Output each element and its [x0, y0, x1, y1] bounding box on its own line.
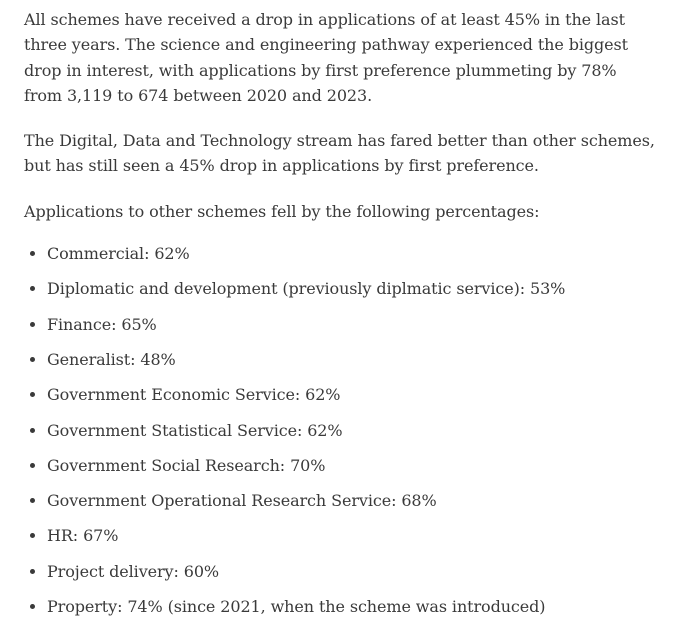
bullet-dot-icon: [30, 428, 35, 433]
bullet-dot-icon: [30, 498, 35, 503]
list-item-text: Commercial: 62%: [47, 244, 190, 264]
list-item: [24, 488, 656, 523]
list-item-text: Generalist: 48%: [47, 349, 176, 369]
list-item: [24, 418, 656, 453]
list-item-text: Government Social Research: 70%: [47, 455, 326, 475]
bullet-dot-icon: [30, 569, 35, 574]
bullet-dot-icon: [30, 251, 35, 256]
list-item-text: Government Economic Service: 62%: [47, 385, 341, 405]
list-item-text: Project delivery: 60%: [47, 561, 220, 581]
list-item: [24, 382, 656, 417]
bullet-dot-icon: [30, 533, 35, 538]
list-item: [24, 453, 656, 488]
list-item: [24, 241, 656, 276]
list-item: [24, 559, 656, 594]
paragraph-other-schemes-intro: Applications to other schemes fell by the following percentages:: [24, 201, 540, 221]
bullet-dot-icon: [30, 286, 35, 291]
list-item-text: Diplomatic and development (previously diplmatic service): 53%: [47, 279, 566, 299]
list-item-text: Finance: 65%: [47, 314, 157, 334]
bullet-dot-icon: [30, 357, 35, 362]
bullet-dot-icon: [30, 392, 35, 397]
list-item-text: Government Operational Research Service: 68%: [47, 491, 437, 511]
bullet-dot-icon: [30, 604, 35, 609]
list-item-text: Property: 74% (since 2021, when the scheme was introduced): [47, 597, 546, 617]
list-item: [24, 347, 656, 382]
list-item-text: HR: 67%: [47, 526, 119, 546]
paragraph-digital-data-technology: The Digital, Data and Technology stream has fared better than other schemes, but has still seen a 45% drop in applications by first preference.: [24, 131, 655, 176]
paragraph-scheme-drop: All schemes have received a drop in applications of at least 45% in the last three years. The science and engineering pathway experienced the biggest drop in interest, with applications by first preference plummeting by 78% from 3,119 to 674 between 2020 and 2023.: [24, 10, 628, 105]
list-item: [24, 276, 656, 311]
scheme-percentage-list: [24, 241, 656, 629]
list-item: [24, 523, 656, 558]
bullet-dot-icon: [30, 463, 35, 468]
list-item-text: Government Statistical Service: 62%: [47, 420, 343, 440]
list-item: [24, 594, 656, 629]
bullet-dot-icon: [30, 322, 35, 327]
list-item: [24, 312, 656, 347]
